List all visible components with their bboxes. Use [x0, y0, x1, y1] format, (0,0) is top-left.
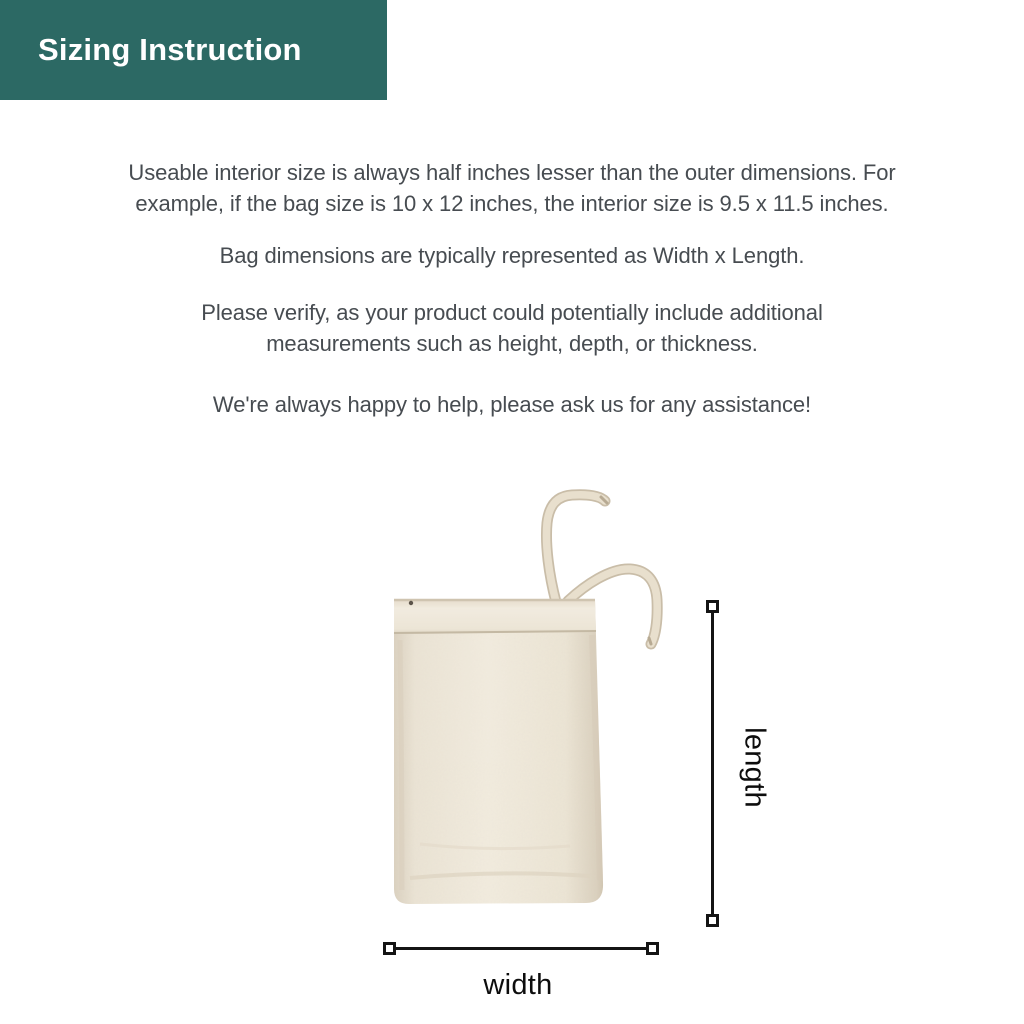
- text-line: example, if the bag size is 10 x 12 inches, the interior size is 9.5 x 11.5 inches.: [135, 191, 889, 216]
- text-line: We're always happy to help, please ask us for any assistance!: [212, 392, 812, 417]
- length-dimension-line: [711, 606, 714, 921]
- text-line: measurements such as height, depth, or thickness.: [266, 331, 758, 356]
- length-label: length: [738, 727, 771, 808]
- paragraph-interior-size: [60, 157, 964, 219]
- header-band: [0, 0, 387, 100]
- dimension-endpoint-square: [383, 942, 396, 955]
- bag-body: [390, 596, 610, 908]
- drawstring-bag-image: [380, 480, 670, 930]
- dimension-endpoint-square: [706, 914, 719, 927]
- dimension-endpoint-square: [646, 942, 659, 955]
- instructions-text: [60, 157, 964, 420]
- paragraph-assistance: [60, 389, 964, 420]
- text-line: Please verify, as your product could potentially include additional: [201, 300, 823, 325]
- width-label: width: [483, 969, 553, 1001]
- paragraph-verify: [60, 297, 964, 359]
- paragraph-dimension-format: [60, 240, 964, 271]
- page-title: Sizing Instruction: [38, 32, 302, 67]
- text-line: Bag dimensions are typically represented as Width x Length.: [219, 243, 805, 268]
- width-dimension-line: [389, 947, 650, 950]
- text-line: Useable interior size is always half inches lesser than the outer dimensions. For: [128, 160, 896, 185]
- dimension-endpoint-square: [706, 600, 719, 613]
